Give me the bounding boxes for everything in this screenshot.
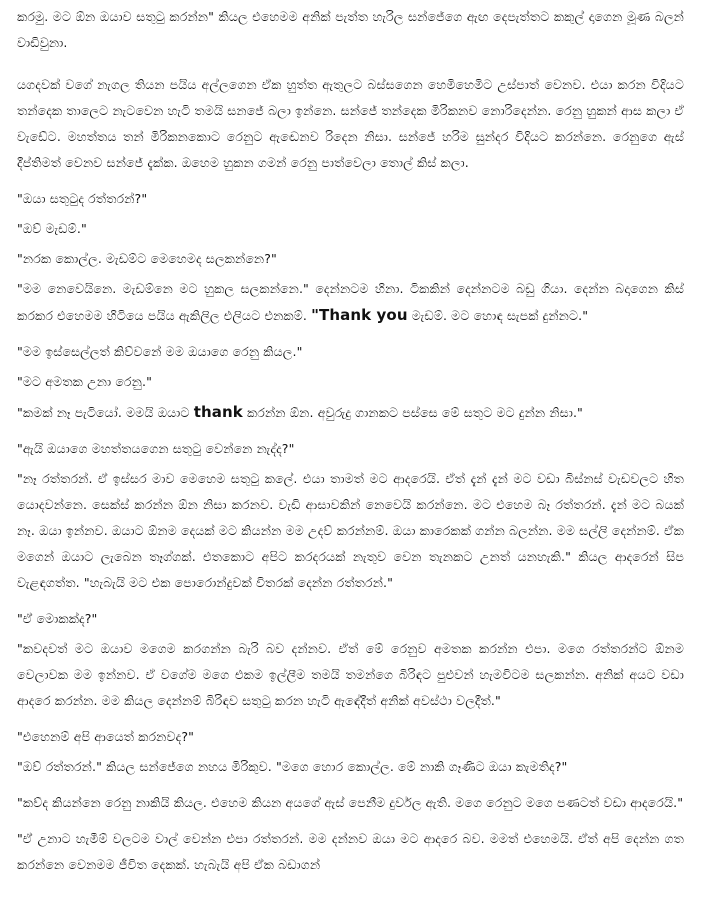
paragraph-13 (17, 636, 684, 714)
paragraph-16 (17, 790, 684, 816)
paragraph-11-text: "නෑ රත්තරන්. ඒ ඉස්සර මාව මෙහෙම සතුටු කලේ. එයා තාමත් මට ආදරෙයි. ඒත් දැන් දැන් මට වඩා බිස්නස් වැඩවලට හිත යොදවන්නෙ. සෙක්ස් කරන්න ඕන නිසා කරනව. වැඩි ආසාවකින් නෙවෙයි කරන්නෙ. මට එහෙම බෑ රත්තරන්. දැන් මට බයක් නෑ. ඔයා ඉන්නව. ඔයාට ඕනම දෙයක් මට කියන්න මම උදව් කරන්නම්. ඔයා කාරෙකක් ගන්න බලන්න. මම සල්ලි දෙන්නම්. ඒක මගෙන් ඔයාට ලැබෙන තෑග්ගක්. එතකොට අපිට කරදරයක් නැතුව වෙන තැනකට උනත් යනහැකි." කියල ආදරෙන් සිප වැළඳගත්ත. "හැබැයි මට එක පොරොන්දුවක් විතරක් දෙන්න රත්තරන්." (17, 471, 684, 590)
paragraph-2-text: යගදවක් වගේ නැගල තියන පයිය අල්ලගෙන ඒක හුත්ත ඇතුලට බස්සගෙන හෙමිහෙමිට උස්පාත් වෙනව. එයා කරන විදියට තන්දෙක තාලෙට නැටවෙන හැටි තමයි සනජේ බලා ඉන්නෙ. සන්ජේ තන්දෙක මිරිකනව නොරිදෙන්න. රෙනු හුකන් ආස කලා ඒ වැඩේට. මහත්තය තන් මිරිකනකොට රෙනුට ඇඬෙනව රිදෙන නිසා. සන්ජේ හරිම සුන්දර විදියට කරන්නෙ. රෙනුගෙ ඇස් දීප්තිමත් වෙනව සන්ජේ දැක්ක. ඔහෙම හුකන ගමන් රෙනු පාත්වෙලා තොල් කිස් කලා. (17, 77, 684, 170)
dialogue-line-7-text: "මම ඉස්සෙල්ලත් කිව්වනේ මම ඔයාගෙ රෙනු කියල." (17, 344, 303, 359)
paragraph-17-text: "ඒ උනාට හැමීම් වලටම වාල් වෙන්න එපා රත්තරන්. මම දන්නව ඔයා මට ආදරෙ බව. මමත් එහෙමයි. ඒත් අපි දෙන්න ගත කරන්නෙ වෙනමම ජීවිත දෙකක්. හැබැයි අපි ඒක බඩාගන් (17, 831, 684, 872)
paragraph-15 (17, 754, 684, 780)
dialogue-line-5-text: "නරක කොල්ල. මැඩම්ට මෙහෙමද සලකන්නෙ?" (17, 251, 277, 266)
paragraph-15-text: "ඔව් රත්තරන්." කියල සන්ජේගෙ නහය මිරිකුව. "මගෙ හොර කොල්ල. මේ නාකි ගෑණිට ඔයා කැමතිද?" (17, 759, 568, 774)
dialogue-line-3-text: "ඔයා සතුටුද රත්තරන්?" (17, 191, 148, 206)
dialogue-line-12-text: "ඒ මොකක්ද?" (17, 611, 98, 626)
dialogue-line-8 (17, 369, 684, 395)
paragraph-17 (17, 826, 684, 878)
dialogue-line-10 (17, 436, 684, 462)
dialogue-line-8-text: "මට අමතක උනා රෙනු." (17, 374, 152, 389)
paragraph-2 (17, 72, 684, 176)
paragraph-11 (17, 466, 684, 596)
dialogue-line-4-text: "ඔව් මැඩම්." (17, 221, 87, 236)
paragraph-6-text: "මම නෙවෙයිනෙ. මැඩම්නෙ මට හුකල සලකන්නෙ." දෙන්නටම හිනා. ටිකකින් දෙන්නටම බඩු ගියා. දෙන්න බදාගෙන කිස් කරකර එහෙමම හිටියෙ පයිය ඇකිලිල එලියට එනකම්. (17, 281, 684, 323)
dialogue-line-14 (17, 724, 684, 750)
paragraph-9 (17, 399, 684, 426)
paragraph-6-tail: මැඩම්. මට හොඳ සැපක් දුන්නට." (407, 308, 589, 323)
dialogue-line-3 (17, 186, 684, 212)
paragraph-9-english-word: thank (193, 403, 243, 421)
paragraph-9-tail: කරන්න ඕන. අවුරුදු ගානකට පස්සෙ මේ සතුට මට දුන්න නිසා." (246, 405, 583, 420)
dialogue-line-10-text: "ඇයි ඔයාගෙ මහත්තයගෙන සතුටු වෙන්නෙ නැද්ද?" (17, 441, 295, 456)
dialogue-line-12 (17, 606, 684, 632)
paragraph-13-text: "කවදවත් මට ඔයාව මගෙම කරගන්න බැරි බව දන්නව. ඒත් මේ රෙනුව අමතක කරන්න එපා. මගෙ රත්තරන්ට ඕනම වෙලාවක මම ඉන්නව. ඒ වගේම මගෙ එකම ඉල්ලීම තමයි තමන්ගෙ බිරිඳට පුළුවන් හැමවිටම සලකන්න. අනික් අයට වඩා ආදරෙ කරන්න. මම කියල දෙන්නම් බිරිඳව සතුටු කරන හැටි ඇඳේදීත් අනික් අවස්ථා වලදීත්." (17, 641, 684, 708)
dialogue-line-4 (17, 216, 684, 242)
paragraph-9-text: "කමක් නෑ පැටියෝ. මමයි ඔයාට (17, 405, 190, 420)
paragraph-6 (17, 276, 684, 329)
paragraph-16-text: "කව්ද කියන්නෙ රෙනු නාකියි කියල. එහෙම කියන අයගේ ඇස් පෙනීම දුර්වල ඇති. මගෙ රෙනුට මගෙ පණටත් වඩා ආදරෙයි." (17, 795, 684, 810)
dialogue-line-7 (17, 339, 684, 365)
paragraph-1 (17, 4, 684, 56)
dialogue-line-5 (17, 246, 684, 272)
paragraph-1-text: කරමු. මට ඕන ඔයාව සතුටු කරන්න" කියල එහෙමම අනික් පැත්ත හැරිල සන්ජේගෙ ඇඟ දෙපැත්තට කකුල් දාගෙන මූණ බලන් වාඩිවුනා. (17, 9, 684, 50)
dialogue-line-14-text: "එහෙනම් අපි ආයෙත් කරනවද?" (17, 729, 195, 744)
paragraph-6-english-word: "Thank you (311, 306, 408, 324)
